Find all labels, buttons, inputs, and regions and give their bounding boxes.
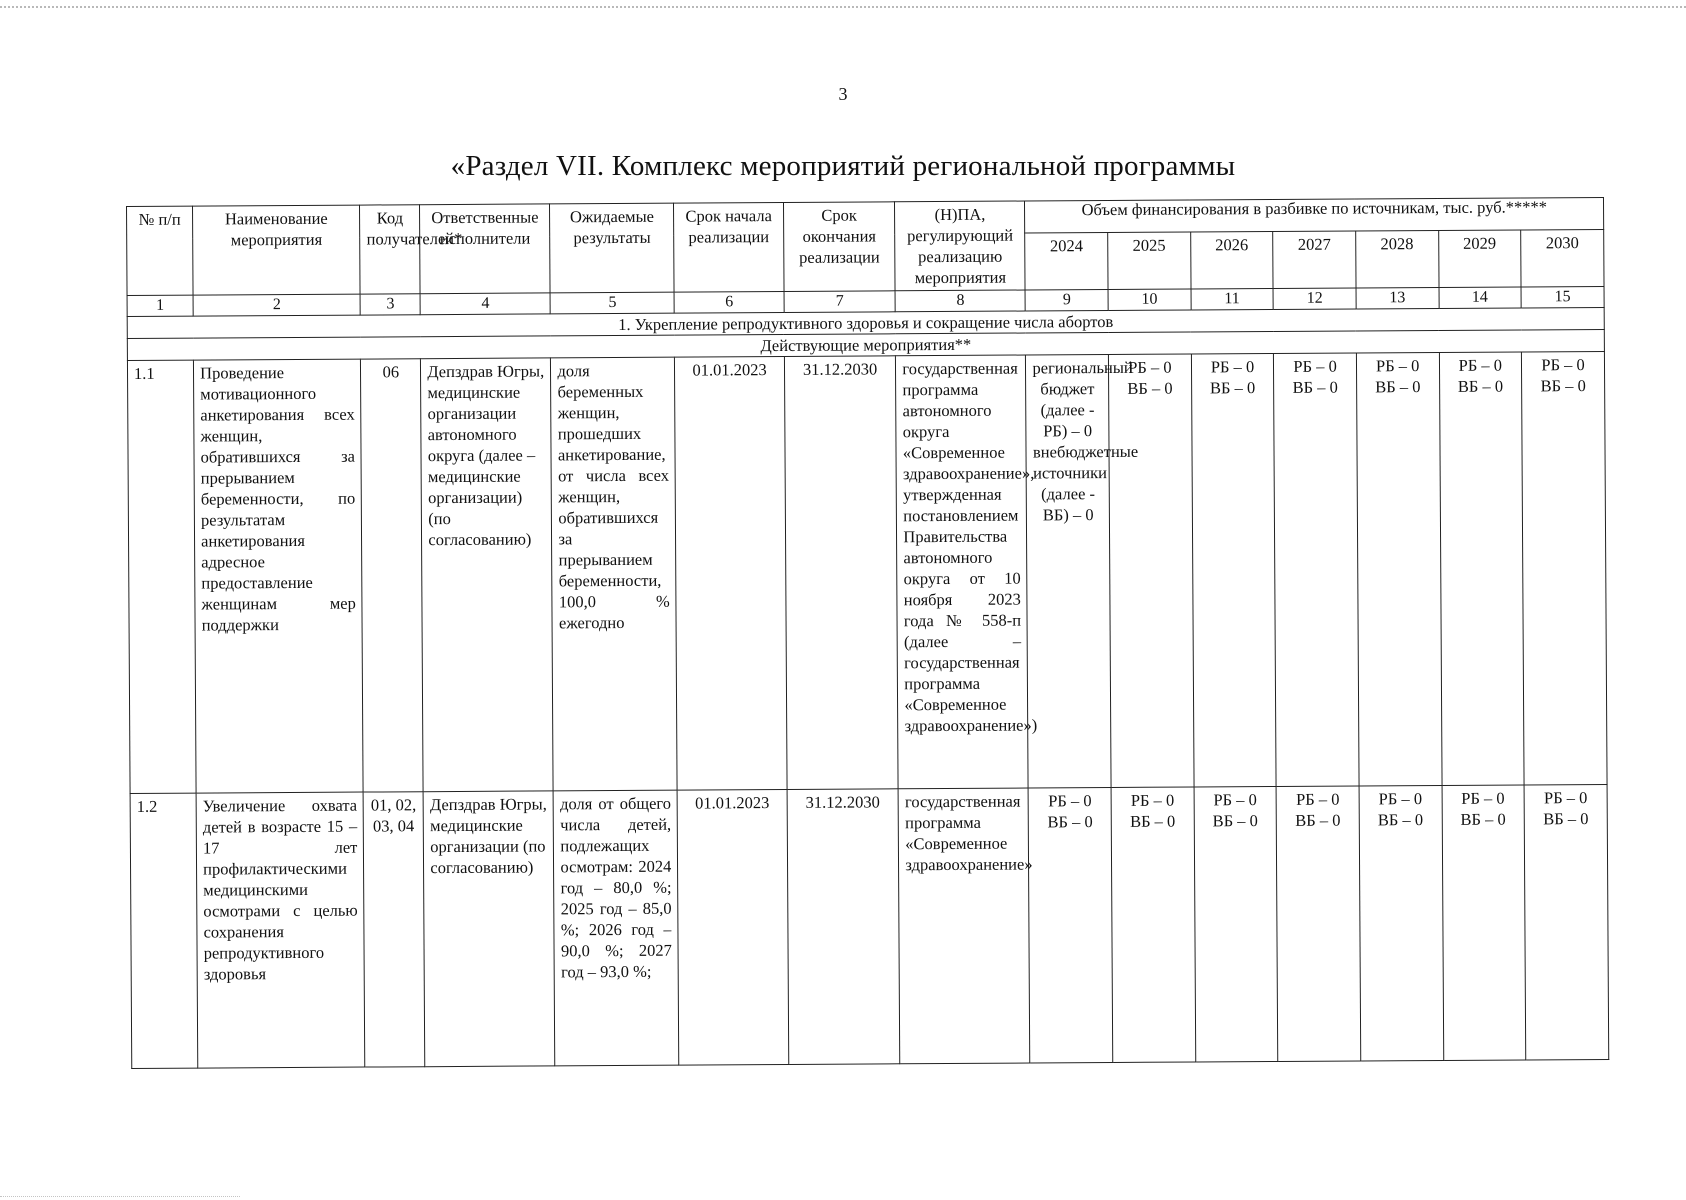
activities-table — [126, 197, 1609, 1069]
fin-vb: ВБ – 0 — [1292, 377, 1338, 397]
header-name: Наименование мероприятия — [193, 205, 361, 295]
row-npa: государственная программа автономного округа «Современное здравоохранение», утвержденная постановлением Правительства автономного округа от 10 ноября 2023 года № 558-п (далее – государственная программа «Современное здравоохранение») — [896, 355, 1029, 789]
row-start: 01.01.2023 — [677, 789, 788, 1065]
row-npa: государственная программа «Современное здравоохранение» — [898, 788, 1030, 1064]
row-fin-cell — [1274, 353, 1359, 786]
row-end: 31.12.2030 — [784, 356, 898, 790]
row-code: 01, 02, 03, 04 — [363, 792, 425, 1067]
row-fin-cell — [1359, 785, 1443, 1060]
fin-vb: ВБ – 0 — [1540, 376, 1586, 396]
fin-rb: РБ – 0 — [1458, 355, 1503, 375]
header-num: № п/п — [127, 206, 194, 295]
fin-rb: РБ – 0 — [1128, 357, 1172, 377]
scan-edge-top — [0, 6, 1686, 8]
column-number: 1 — [127, 295, 193, 316]
fin-rb: РБ – 0 — [1461, 788, 1505, 808]
row-results — [554, 790, 680, 1066]
fin-vb: ВБ – 0 — [1047, 812, 1093, 832]
row-fin-cell — [1356, 352, 1441, 785]
fin-rb: РБ – 0 — [1213, 790, 1257, 810]
fin-rb: РБ – 0 — [1375, 356, 1420, 376]
column-number: 14 — [1439, 287, 1522, 309]
fin-vb: ВБ – 0 — [1543, 809, 1589, 829]
column-number: 11 — [1191, 288, 1274, 310]
row-fin-2024: региональный бюджет (далее - РБ) – 0 внебюджетные источники (далее - ВБ) – 0 — [1026, 355, 1111, 788]
row-fin-cell — [1442, 785, 1526, 1060]
header-financing: Объем финансирования в разбивке по источникам, тыс. руб.***** — [1025, 197, 1604, 233]
column-number: 9 — [1025, 290, 1108, 312]
header-year: 2026 — [1190, 231, 1273, 289]
fin-vb: ВБ – 0 — [1129, 811, 1176, 831]
header-npa: (Н)ПА, регулирующий реализацию мероприятия — [895, 201, 1026, 291]
column-number: 4 — [420, 293, 550, 315]
column-number: 7 — [784, 291, 896, 313]
header-year: 2024 — [1025, 233, 1108, 291]
row-fin-cell — [1191, 353, 1276, 786]
table-sheet — [126, 197, 1609, 1069]
fin-vb: ВБ – 0 — [1375, 377, 1421, 397]
document-title: «Раздел VII. Комплекс мероприятий региональной программы — [450, 150, 1236, 182]
column-number: 8 — [895, 290, 1025, 312]
column-number: 12 — [1273, 288, 1356, 310]
row-fin-cell — [1439, 352, 1524, 785]
row-fin-cell — [1276, 786, 1360, 1061]
row-code: 06 — [361, 359, 424, 792]
header-responsible: Ответственные исполнители — [420, 204, 551, 294]
column-number: 15 — [1521, 286, 1604, 308]
column-number: 6 — [674, 291, 784, 313]
header-year: 2030 — [1521, 229, 1604, 287]
row-num: 1.2 — [130, 793, 198, 1068]
row-results: доля беременных женщин, прошедших анкетирование, от числа всех женщин, обратившихся за прерыванием беременности, 100,0 % ежегодно — [551, 357, 678, 791]
header-year: 2029 — [1438, 230, 1521, 288]
row-fin-cell — [1029, 787, 1113, 1062]
fin-rb: РБ – 0 — [1541, 355, 1585, 375]
row-responsible: Депздрав Югры, медицинские организации (по согласованию) — [423, 791, 555, 1067]
fin-vb: ВБ – 0 — [1460, 809, 1506, 829]
row-end: 31.12.2030 — [787, 789, 900, 1065]
column-number: 2 — [193, 294, 360, 316]
header-year: 2025 — [1108, 232, 1191, 290]
scan-edge-bottom — [0, 1196, 240, 1197]
header-year: 2027 — [1273, 231, 1356, 289]
row-name: Увеличение охвата детей в возрасте 15 – 17 лет профилактическими медицинскими осмотрами с целью сохранения репродуктивного здоровья — [196, 792, 365, 1068]
fin-vb: ВБ – 0 — [1377, 810, 1424, 830]
fin-rb: РБ – 0 — [1130, 790, 1175, 810]
row-name: Проведение мотивационного анкетирования всех женщин, обратившихся за прерыванием беременности, по результатам анкетирования адресное предоставление женщинам мер поддержки — [194, 359, 364, 793]
fin-rb: РБ – 0 — [1048, 791, 1092, 811]
table-row — [130, 784, 1609, 1068]
row-num: 1.1 — [127, 360, 196, 793]
header-code: Код получателей* — [360, 205, 420, 294]
row-fin-cell — [1194, 786, 1278, 1061]
row-fin-cell — [1524, 784, 1609, 1060]
column-number: 5 — [550, 292, 674, 314]
row-fin-cell — [1109, 354, 1194, 787]
fin-vb: ВБ – 0 — [1127, 378, 1173, 398]
header-start: Срок начала реализации — [674, 202, 784, 292]
row-fin-cell — [1522, 351, 1608, 784]
row-results-text: доля от общего числа детей, подлежащих осмотрам: 2024 год – 80,0 %; 2025 год – 85,0 %; 2026 год – 90,0 %; 2027 год – 93,0 %; — [560, 793, 672, 982]
row-fin-cell — [1111, 787, 1195, 1062]
fin-rb: РБ – 0 — [1210, 357, 1255, 377]
page-number: 3 — [838, 84, 848, 104]
section-title: 1. Укрепление репродуктивного здоровья и сокращение числа абортов — [127, 307, 1604, 338]
fin-rb: РБ – 0 — [1378, 789, 1423, 809]
column-number: 13 — [1356, 287, 1439, 309]
column-number: 10 — [1108, 289, 1191, 311]
table-row — [127, 351, 1607, 793]
subsection-title: Действующие мероприятия** — [127, 329, 1604, 360]
fin-vb: ВБ – 0 — [1457, 376, 1504, 396]
row-responsible: Депздрав Югры, медицинские организации автономного округа (далее – медицинские организации) (по согласованию) — [421, 358, 554, 792]
fin-rb: РБ – 0 — [1543, 788, 1588, 808]
header-end: Срок окончания реализации — [783, 202, 895, 292]
fin-rb: РБ – 0 — [1293, 356, 1337, 376]
fin-vb: ВБ – 0 — [1212, 811, 1258, 831]
column-number: 3 — [360, 294, 420, 315]
fin-rb: РБ – 0 — [1295, 789, 1340, 809]
fin-vb: ВБ – 0 — [1295, 810, 1341, 830]
header-results: Ожидаемые результаты — [550, 203, 674, 293]
row-start: 01.01.2023 — [675, 356, 787, 790]
header-year: 2028 — [1356, 230, 1439, 288]
fin-vb: ВБ – 0 — [1209, 378, 1256, 398]
